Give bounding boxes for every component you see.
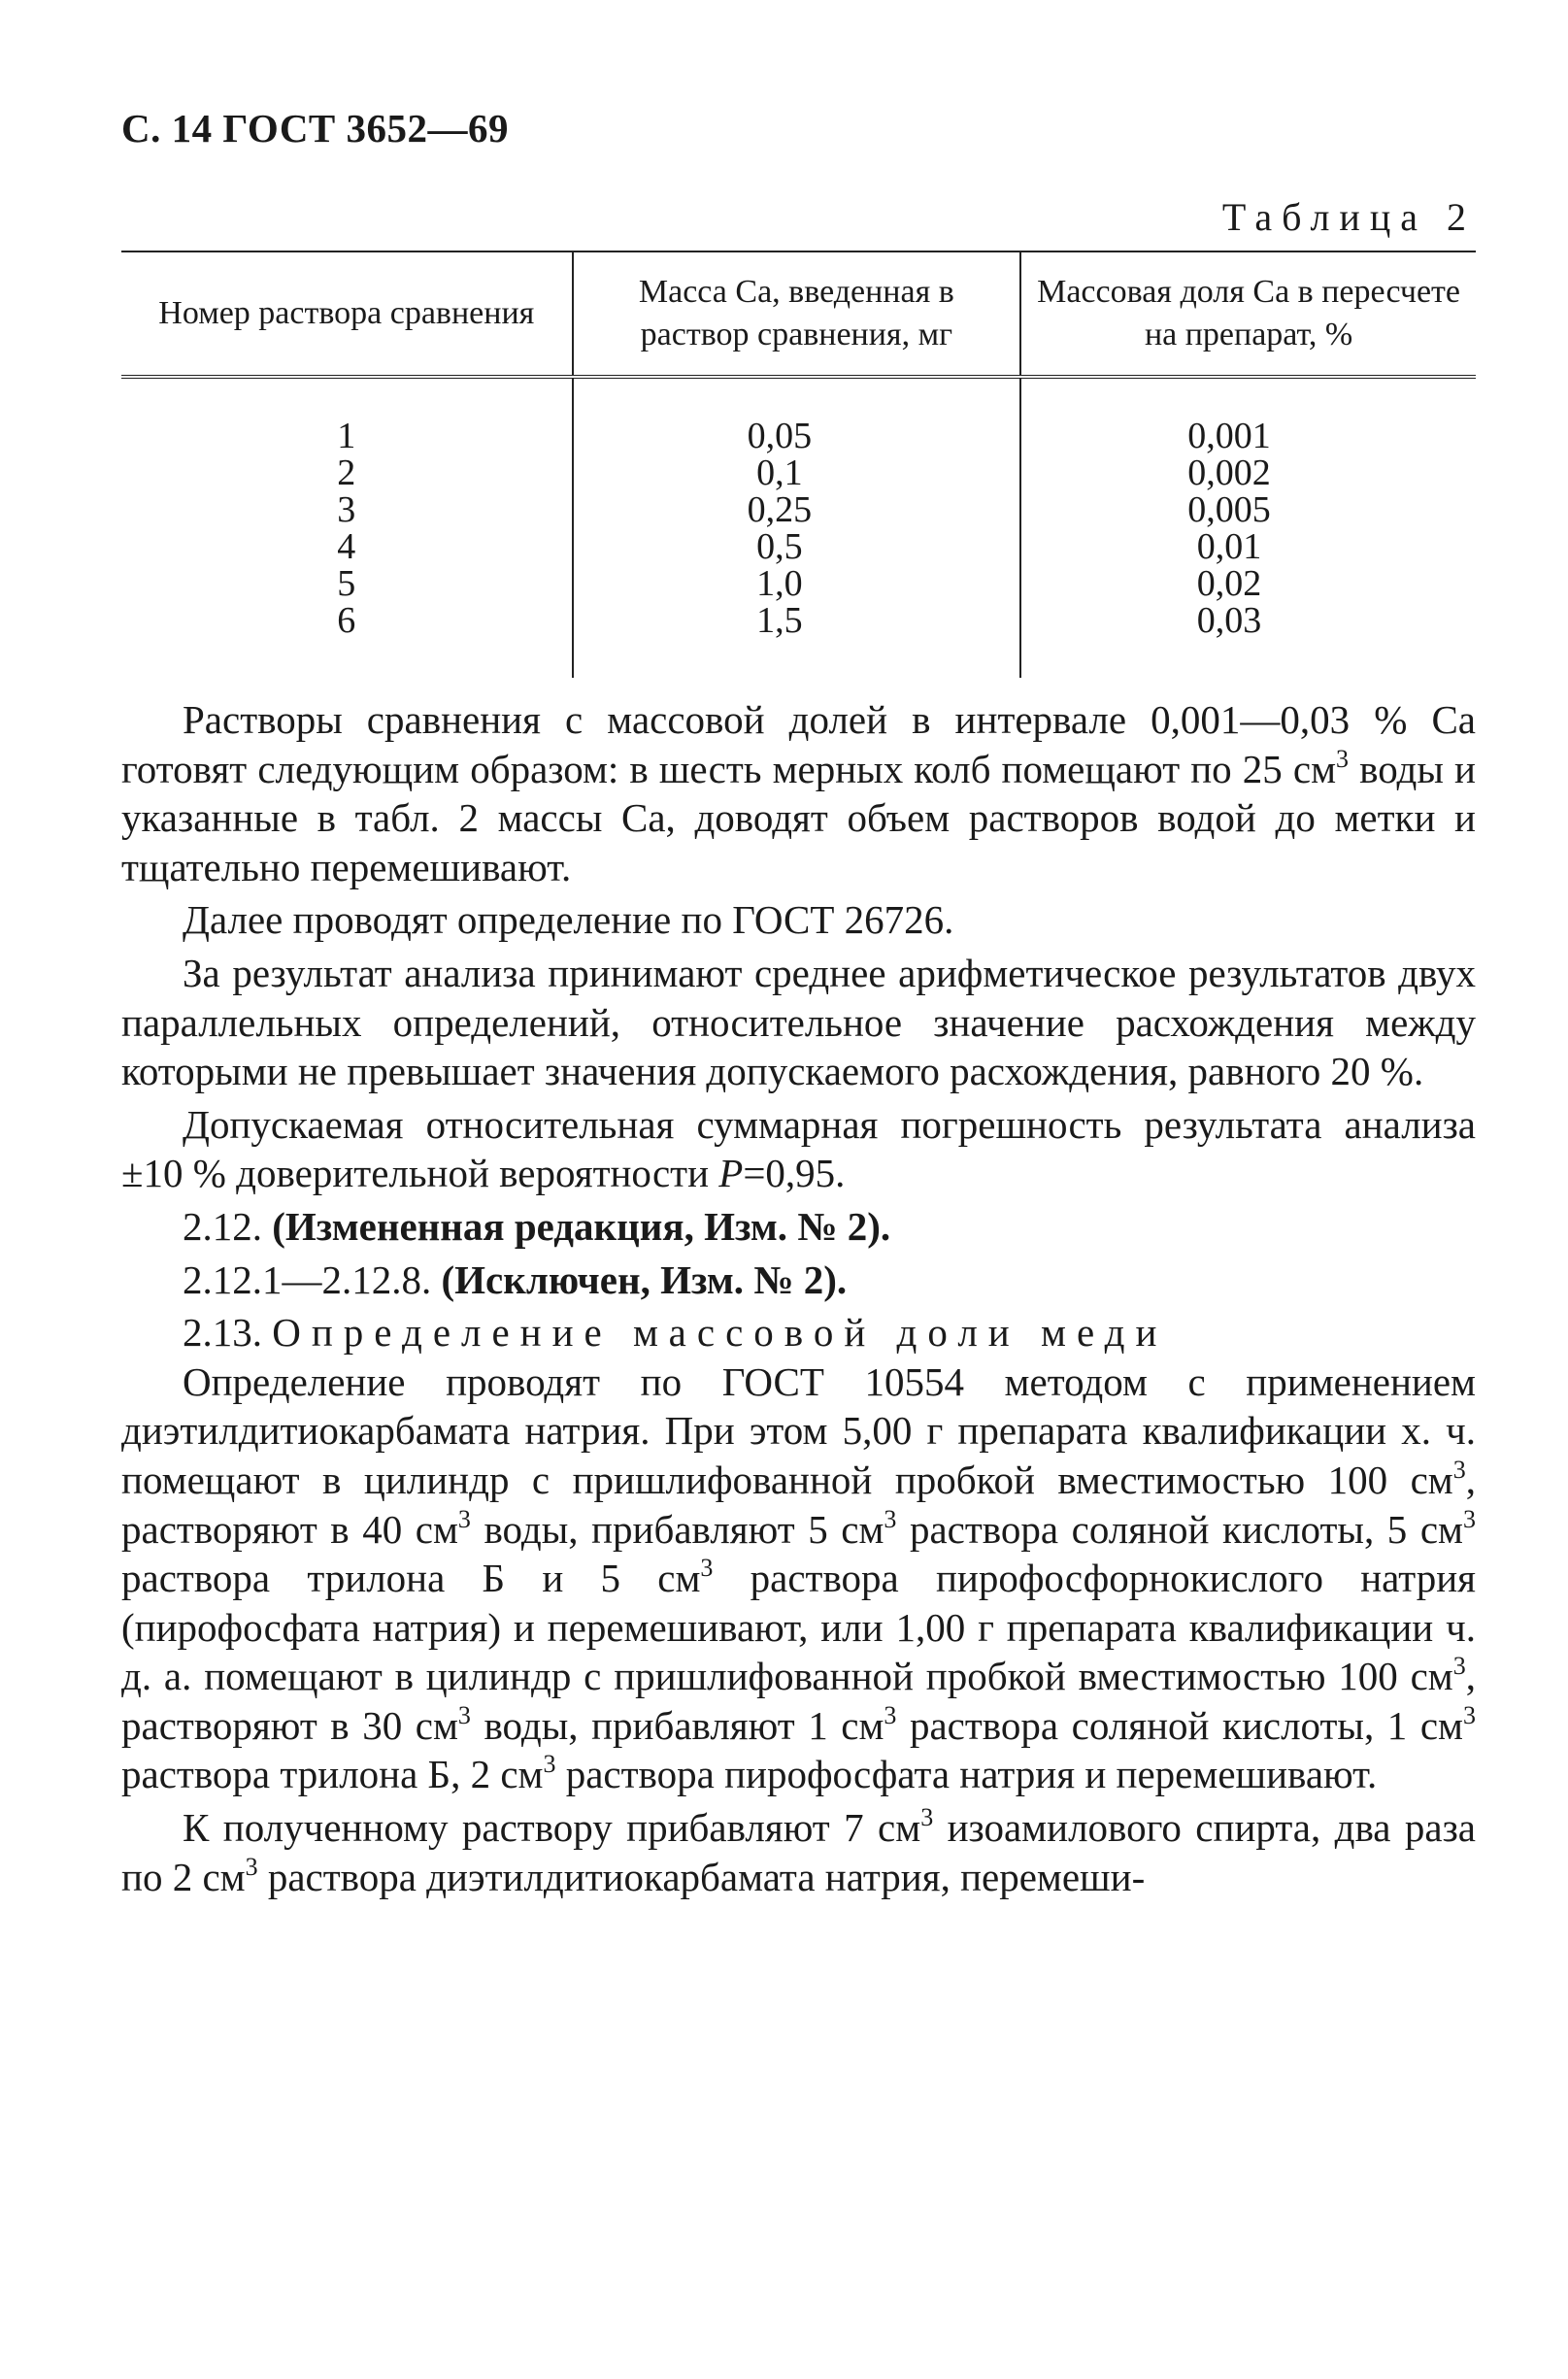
table-header-row [121,251,1476,377]
paragraph-copper-method: Определение проводят по ГОСТ 10554 методом с применением диэтилдитиокарбамата натрия. При этом 5,00 г препарата квалификации х. ч. помещают в цилиндр с пришлифованной пробкой вместимостью 100 $см^3$, растворяют в 40 $см^3$ воды, прибавляют 5 $см^3$ раствора соляной кислоты, 5 $см^3$ раствора трилона Б и 5 $см^3$ раствора пирофосфорнокислого натрия (пирофосфата натрия) и перемешивают, или 1,00 г препарата квалификации ч. д. а. помещают в цилиндр с пришлифованной пробкой вместимостью 100 $см^3$, растворяют в 30 $см^3$ воды, прибавляют 1 $см^3$ раствора соляной кислоты, 1 $см^3$ раствора трилона Б, 2 $см^3$ раствора пирофосфата натрия и перемешивают. [121,1358,1476,1797]
table-column-ca-mass [573,377,1021,678]
table-header-cell: Номер раствора сравнения [121,251,573,377]
table-cell: 6 [337,600,356,641]
paragraph-error: Допускаемая относительная суммарная погрешность результата анализа ±10 % доверительной вероятности Р=0,95. [121,1101,1476,1196]
paragraph-result: За результат анализа принимают среднее арифметическое результатов двух параллельных определений, относительное значение расхождения между которыми не превышает значения допускаемого расхождения, равного 20 %. [121,950,1476,1094]
table-cell: 5 [337,563,356,604]
table-column-solution-number [121,377,573,678]
section-2-12: 2.12. (Измененная редакция, Изм. № 2). [183,1203,891,1249]
table-cell: 1,5 [756,600,803,641]
page-header: С. 14 ГОСТ 3652—69 [121,106,510,151]
table-cell: 1,0 [756,563,803,604]
body-text [121,695,1476,1901]
table-cell: 0,1 [756,452,803,493]
table-cell: 0,005 [1187,489,1271,530]
table-cell: 0,25 [747,489,813,530]
table-cell: 0,03 [1196,600,1262,641]
table-cell: 2 [337,452,356,493]
section-2-13-heading: 2.13. Определение массовой доли меди [183,1310,1168,1356]
table-caption: Таблица 2 [1221,195,1476,239]
paragraph-determination: Далее проводят определение по ГОСТ 26726. [183,897,954,943]
table-body-row [121,377,1476,678]
table-cell: 0,02 [1196,563,1262,604]
data-table [121,251,1476,678]
table-cell: 3 [337,489,356,530]
table-cell: 0,002 [1187,452,1271,493]
table-column-ca-fraction [1020,377,1476,678]
table-cell: 0,05 [747,416,813,456]
section-2-12-1: 2.12.1—2.12.8. (Исключен, Изм. № 2). [183,1257,848,1302]
paragraph-isoamyl: К полученному раствору прибавляют 7 $см^3$ изоамилового спирта, два раза по 2 $см^3$ раствора диэтилдитиокарбамата натрия, перемеши- [121,1803,1476,1899]
table-cell: 4 [337,526,356,567]
table-cell: 0,01 [1196,526,1262,567]
paragraph-reference-solutions: Растворы сравнения с массовой долей в интервале 0,001—0,03 % Са готовят следующим образом: в шесть мерных колб помещают по 25 $см^3$ воды и указанные в табл. 2 массы Са, доводят объем растворов водой до метки и тщательно перемешивают. [121,697,1476,889]
table-cell: 0,001 [1187,416,1271,456]
table-header-cell: Масса Са, введенная в раствор сравнения, мг [573,251,1021,377]
table-header-cell: Массовая доля Са в пересчете на препарат, % [1020,251,1476,377]
table-cell: 1 [337,416,356,456]
table-cell: 0,5 [756,526,803,567]
